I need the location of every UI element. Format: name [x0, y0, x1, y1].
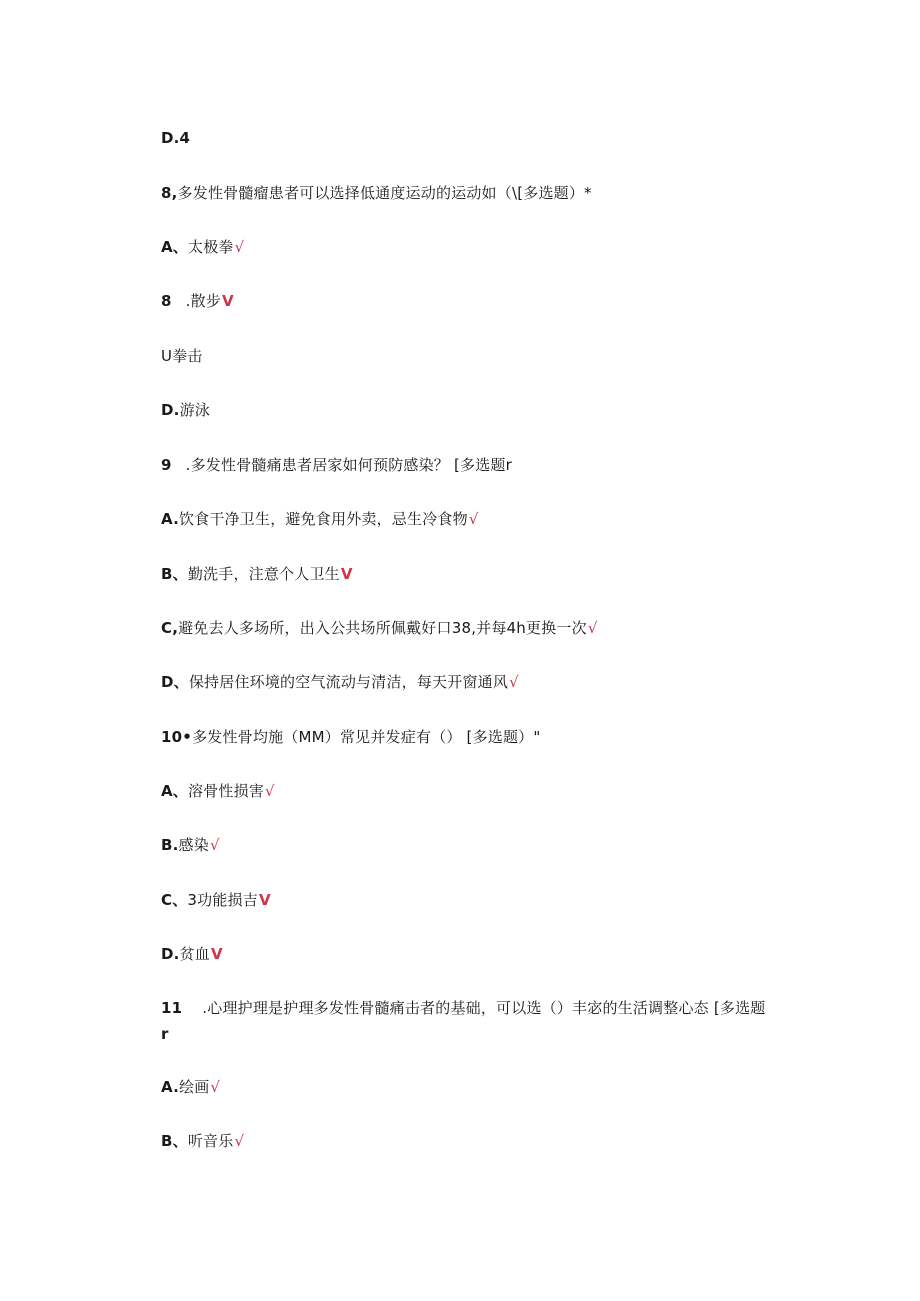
option-prefix: A.	[161, 510, 179, 528]
option-line	[161, 835, 220, 855]
question-number: 9	[161, 456, 172, 474]
check-mark: √	[587, 619, 598, 637]
option-text: 贫血	[179, 945, 210, 963]
question-text: 多发性骨均施（MM）常见并发症有（） [多选题）"	[192, 728, 541, 746]
option-text: 3功能损吉	[187, 891, 258, 909]
option-text: 溶骨性损害	[188, 782, 265, 800]
option-text: 听音乐	[187, 1132, 234, 1150]
option-text: 拳击	[172, 347, 203, 365]
option-prefix: B、	[161, 565, 188, 583]
option-text: 保持居住环境的空气流动与清洁，每天开窗通风	[188, 673, 509, 691]
option-prefix: U	[161, 347, 173, 365]
option-line	[161, 509, 479, 529]
option-text: 游泳	[179, 401, 210, 419]
option-prefix: C、	[161, 891, 188, 909]
check-mark: V	[340, 565, 353, 583]
option-line	[161, 1131, 244, 1151]
option-text: 勤洗手，注意个人卫生	[187, 565, 340, 583]
option-prefix: A、	[161, 238, 189, 256]
question-text: 多发性骨髓瘤患者可以选择低通度运动的运动如（\[多选题）*	[177, 184, 592, 202]
option-line	[161, 618, 598, 638]
check-mark: √	[234, 1132, 245, 1150]
check-mark: V	[222, 292, 234, 310]
option-prefix: A、	[161, 782, 189, 800]
option-line	[161, 346, 204, 366]
option-text: 避免去人多场所，出入公共场所佩戴好口38,并每4h更换一次	[178, 619, 587, 637]
option-line	[161, 1077, 220, 1097]
option-prefix: 8	[161, 292, 172, 310]
question-number: 11	[161, 999, 183, 1017]
question-line-continuation	[161, 1024, 170, 1044]
check-mark: √	[265, 782, 275, 800]
question-line	[161, 727, 541, 747]
check-mark: √	[209, 836, 220, 854]
question-text: .心理护理是护理多发性骨髓痛击者的基础，可以选（）丰宓的生活调整心态 [多选题	[202, 999, 766, 1017]
option-prefix: C,	[161, 619, 179, 637]
check-mark: √	[210, 1078, 221, 1096]
option-prefix: D、	[161, 673, 189, 691]
option-text: 饮食干净卫生，避免食用外卖，忌生冷食物	[179, 510, 468, 528]
option-line	[161, 400, 211, 420]
option-line	[161, 237, 244, 257]
option-text: 太极拳	[188, 238, 234, 256]
option-prefix: B、	[161, 1132, 188, 1150]
option-line	[161, 890, 271, 910]
check-mark: V	[258, 891, 271, 909]
question-number: 8,	[161, 184, 178, 202]
option-prefix: D.	[161, 401, 180, 419]
question-line	[161, 998, 766, 1018]
option-line	[161, 944, 223, 964]
option-prefix: B.	[161, 836, 179, 854]
question-number: 10•	[161, 728, 193, 746]
option-line	[161, 291, 234, 311]
check-mark: √	[234, 238, 245, 256]
check-mark: V	[210, 945, 223, 963]
question-line	[161, 183, 593, 203]
question-text: .多发性骨髓痛患者居家如何预防感染？ [多选题r	[185, 456, 512, 474]
question-text-continued: r	[161, 1025, 169, 1043]
option-prefix: D.	[161, 945, 180, 963]
option-line	[161, 564, 353, 584]
check-mark: √	[509, 673, 519, 691]
option-line	[161, 781, 275, 801]
check-mark: √	[468, 510, 479, 528]
option-prefix: A.	[161, 1078, 179, 1096]
option-line	[161, 672, 519, 692]
option-prefix: D.4	[161, 129, 191, 147]
option-text: 绘画	[179, 1078, 210, 1096]
option-line	[161, 128, 191, 148]
option-text: .散步	[185, 292, 222, 310]
option-text: 感染	[178, 836, 209, 854]
question-line	[161, 455, 513, 475]
